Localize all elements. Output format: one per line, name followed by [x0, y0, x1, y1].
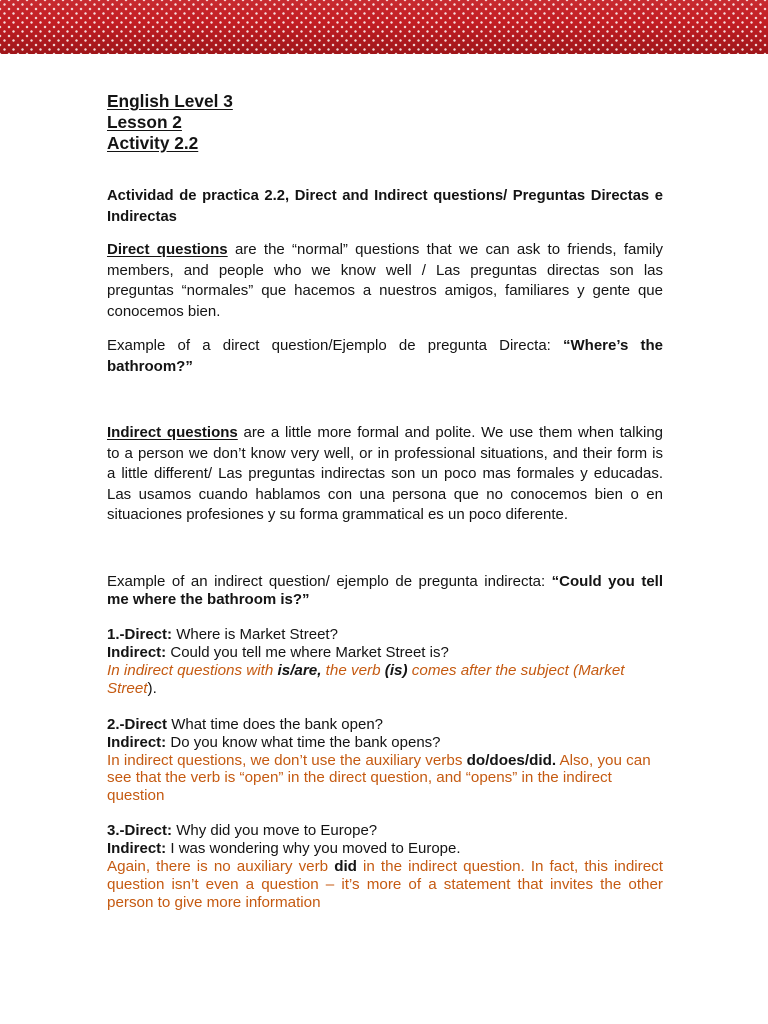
direct-label: 3.-Direct:: [107, 822, 173, 839]
activity-heading: [107, 186, 663, 228]
explanation-line: [107, 680, 663, 698]
explanation-line: [107, 662, 663, 680]
indirect-line: [107, 840, 663, 858]
explanation-emphasis: is/are,: [277, 662, 322, 679]
header-line: [107, 112, 663, 133]
explanation-text: Also, you can: [556, 751, 651, 769]
direct-question: Why did you move to Europe?: [172, 822, 378, 839]
heading-text: Indirectas: [107, 209, 177, 225]
explanation-emphasis: do/does/did.: [466, 751, 557, 769]
paragraph-line: [107, 464, 663, 485]
example-quote: me where the bathroom is?”: [107, 591, 310, 608]
indirect-question: I was wondering why you moved to Europe.: [166, 840, 461, 857]
paragraph-line: [107, 444, 663, 465]
explanation-text: comes after the subject (Market: [407, 662, 625, 679]
header-banner: [0, 0, 768, 54]
course-title: English Level 3: [107, 91, 233, 111]
paragraph-line: [107, 302, 663, 323]
explanation-line: [107, 769, 663, 787]
example-item-2: [107, 716, 663, 805]
heading-line: [107, 186, 663, 207]
explanation-text: question isn’t even a question – it’s more of a statement that invites the other: [107, 876, 663, 893]
direct-question: Where is Market Street?: [172, 626, 338, 643]
explanation-line: [107, 894, 663, 912]
explanation-text: in the indirect question. In fact, this indirect: [356, 858, 663, 875]
heading-text: Actividad de practica 2.2, Direct and Indirect questions/ Preguntas Directas e: [107, 188, 663, 204]
paragraph-text: are a little more formal and polite. We use them when talking: [237, 424, 664, 441]
indirect-questions-paragraph: [107, 423, 663, 526]
paragraph-line: [107, 423, 663, 444]
header-line: [107, 133, 663, 154]
example-quote: “Where’s the: [563, 337, 663, 354]
paragraph-text: a little different/ Las preguntas indirectas son un poco mas formales y educadas.: [107, 465, 663, 482]
explanation-text: In indirect questions with: [107, 662, 278, 679]
paragraph-line: [107, 281, 663, 302]
explanation-text: question: [107, 787, 165, 805]
explanation-text: In indirect questions, we don’t use the auxiliary verbs: [107, 751, 467, 769]
indirect-line: [107, 734, 663, 752]
explanation-line: [107, 858, 663, 876]
explanation-emphasis: (is): [384, 662, 408, 679]
example-item-1: [107, 626, 663, 698]
direct-line: [107, 822, 663, 840]
indirect-label: Indirect:: [107, 733, 167, 751]
indirect-question-example: [107, 573, 663, 609]
direct-question: What time does the bank open?: [167, 716, 384, 733]
example-quote: bathroom?”: [107, 358, 193, 375]
direct-label: 1.-Direct:: [107, 626, 173, 643]
explanation-text: the verb: [321, 662, 385, 679]
explanation-text: see that the verb is “open” in the direct question, and “opens” in the indirect: [107, 769, 612, 787]
direct-questions-paragraph: [107, 240, 663, 322]
direct-question-example: [107, 335, 663, 377]
paragraph-line: [107, 356, 663, 377]
explanation-punctuation: ).: [147, 680, 157, 697]
paragraph-line: [107, 573, 663, 591]
explanation-line: [107, 752, 663, 770]
paragraph-text: conocemos bien.: [107, 302, 221, 320]
header-line: [107, 91, 663, 112]
explanation-emphasis: did: [334, 858, 357, 875]
explanation-line: [107, 876, 663, 894]
lesson-header: [107, 91, 663, 154]
indirect-questions-term: Indirect questions: [107, 424, 238, 441]
paragraph-line: [107, 505, 663, 526]
indirect-question: Could you tell me where Market Street is?: [166, 644, 449, 661]
explanation-text: person to give more information: [107, 894, 321, 911]
heading-line: [107, 207, 663, 228]
paragraph-text: are the “normal” questions that we can ask to friends, family: [227, 241, 664, 258]
paragraph-text: situaciones profesiones y su forma grammatical es un poco diferente.: [107, 506, 569, 523]
direct-line: [107, 626, 663, 644]
direct-line: [107, 716, 663, 734]
activity-title: Activity 2.2: [107, 133, 199, 153]
direct-label: 2.-Direct: [107, 716, 168, 733]
paragraph-text: Las usamos cuando hablamos con una persona que no conocemos bien o en: [107, 485, 663, 503]
example-label: Example of an indirect question/ ejemplo de pregunta indirecta:: [107, 573, 552, 590]
example-label: Example of a direct question/Ejemplo de pregunta Directa:: [107, 337, 564, 354]
indirect-line: [107, 644, 663, 662]
paragraph-text: preguntas “normales” que hacemos a nuestros amigos, familiares y gente que: [107, 282, 663, 300]
paragraph-line: [107, 591, 663, 609]
example-quote: “Could you tell: [551, 573, 663, 590]
paragraph-line: [107, 485, 663, 506]
indirect-label: Indirect:: [107, 840, 167, 857]
indirect-label: Indirect:: [107, 644, 167, 661]
explanation-text: Again, there is no auxiliary verb: [107, 858, 335, 875]
paragraph-line: [107, 261, 663, 282]
lesson-title: Lesson 2: [107, 112, 182, 132]
explanation-text: Street: [107, 680, 148, 697]
paragraph-text: members, and people who we know well / Las preguntas directas son las: [107, 261, 663, 279]
example-item-3: [107, 822, 663, 912]
direct-questions-term: Direct questions: [107, 241, 228, 258]
indirect-question: Do you know what time the bank opens?: [166, 733, 441, 751]
paragraph-line: [107, 335, 663, 356]
paragraph-line: [107, 240, 663, 261]
explanation-line: [107, 787, 663, 805]
paragraph-text: to a person we don’t know very well, or in professional situations, and their form is: [107, 444, 663, 462]
